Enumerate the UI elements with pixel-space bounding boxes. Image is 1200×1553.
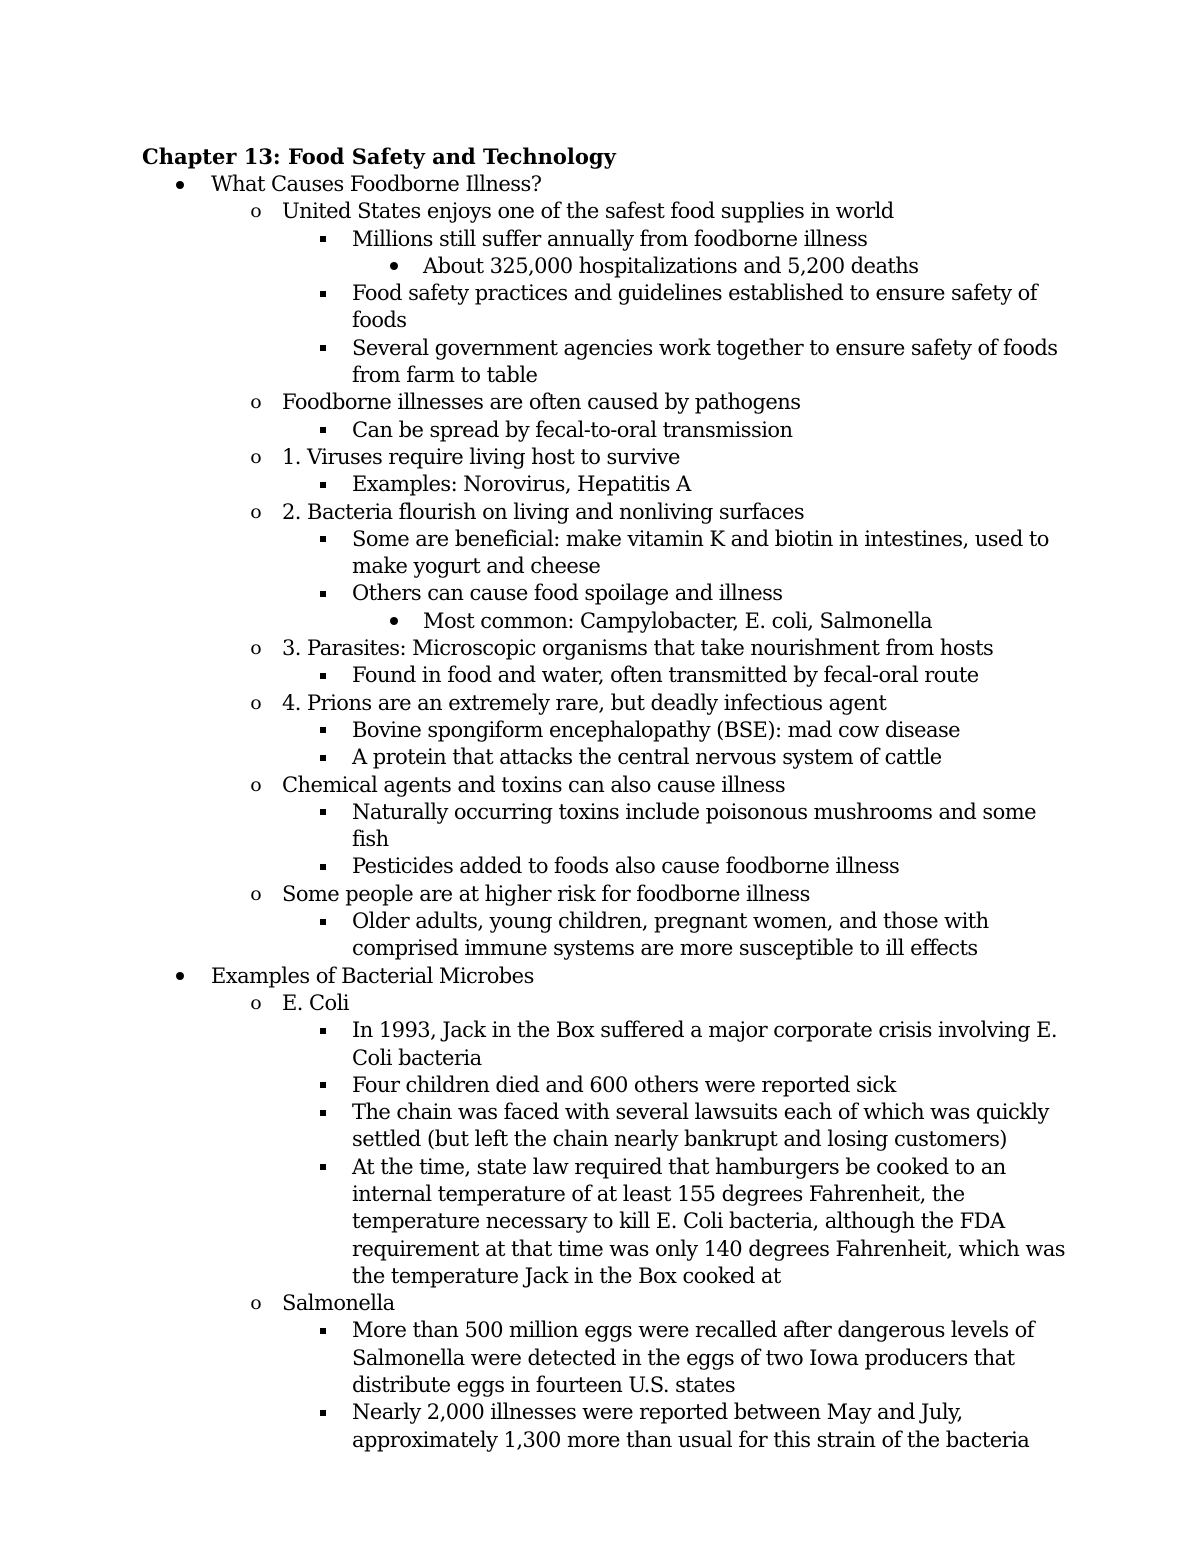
bullet-disc-icon (170, 171, 190, 198)
bullet-circle-icon: o (250, 200, 262, 223)
outline-item-text: Bovine spongiform encephalopathy (BSE): mad cow disease (352, 717, 961, 742)
outline-item (0, 799, 1068, 854)
outline-item-text: Chemical agents and toxins can also cause illness (282, 772, 786, 797)
bullet-disc-icon (170, 963, 190, 990)
outline-item (0, 635, 1062, 662)
outline-item-text: Found in food and water, often transmitted by fecal-oral route (352, 663, 979, 688)
outline-item-text: Nearly 2,000 illnesses were reported between May and July, approximately 1,300 more than usual for this strain of the bacteria (352, 1400, 1030, 1452)
bullet-square-icon (313, 471, 333, 498)
chapter-title: Chapter 13: Food Safety and Technology (142, 144, 616, 169)
outline-item (0, 908, 1068, 963)
outline-item-text: Four children died and 600 others were reported sick (352, 1072, 896, 1097)
outline-item-text: Foodborne illnesses are often caused by pathogens (282, 390, 801, 415)
bullet-square-icon (313, 1399, 333, 1426)
bullet-square-icon (313, 226, 333, 253)
bullet-disc-icon (384, 608, 404, 635)
outline-item-text: Pesticides added to foods also cause foodborne illness (352, 854, 900, 879)
outline-item-text: At the time, state law required that hamburgers be cooked to an internal temperature of at least 155 degrees Fahrenheit, the temperature necessary to kill E. Coli bacteria, although the FDA requirement at that time was only 140 degrees Fahrenheit, which was the temperature Jack in the Box cooked at (352, 1154, 1066, 1288)
bullet-square-icon (313, 417, 333, 444)
outline-item-text: Several government agencies work together to ensure safety of foods from farm to table (352, 335, 1058, 388)
outline-item-text: Millions still suffer annually from foodborne illness (352, 226, 868, 251)
outline-item (0, 1072, 1068, 1099)
outline-list (0, 171, 1200, 1454)
outline-item (0, 1017, 1068, 1072)
outline-item-text: Others can cause food spoilage and illness (352, 581, 783, 606)
outline-item-text: Naturally occurring toxins include poisonous mushrooms and some fish (352, 799, 1036, 852)
outline-item (0, 444, 1062, 471)
outline-item-text: 3. Parasites: Microscopic organisms that take nourishment from hosts (282, 636, 994, 661)
bullet-circle-icon: o (250, 1292, 262, 1315)
outline-item (0, 280, 1068, 335)
bullet-square-icon (313, 526, 333, 553)
outline-item-text: E. Coli (282, 990, 349, 1015)
outline-item (0, 198, 1062, 225)
outline-item (0, 417, 1068, 444)
outline-item-text: Food safety practices and guidelines established to ensure safety of foods (352, 281, 1037, 333)
outline-item (0, 226, 1068, 253)
outline-item (0, 772, 1062, 799)
outline-item-text: A protein that attacks the central nervous system of cattle (352, 745, 942, 770)
bullet-circle-icon: o (250, 691, 262, 714)
outline-item (0, 717, 1068, 744)
bullet-square-icon (313, 799, 333, 826)
outline-item-text: 2. Bacteria flourish on living and nonliving surfaces (282, 499, 805, 524)
bullet-square-icon (313, 662, 333, 689)
outline-item (0, 1154, 1068, 1290)
bullet-circle-icon: o (250, 882, 262, 905)
bullet-square-icon (313, 717, 333, 744)
bullet-square-icon (313, 335, 333, 362)
bullet-square-icon (313, 744, 333, 771)
bullet-square-icon (313, 1072, 333, 1099)
outline-item-text: 4. Prions are an extremely rare, but deadly infectious agent (282, 690, 887, 715)
bullet-circle-icon: o (250, 391, 262, 414)
outline-item-text: About 325,000 hospitalizations and 5,200 deaths (423, 253, 919, 278)
outline-item-text: Older adults, young children, pregnant women, and those with comprised immune systems are more susceptible to ill effects (352, 909, 989, 961)
outline-item-text: Examples: Norovirus, Hepatitis A (352, 472, 691, 497)
outline-item-text: The chain was faced with several lawsuits each of which was quickly settled (but left the chain nearly bankrupt and losing customers) (352, 1100, 1049, 1152)
outline-item (0, 608, 1063, 635)
outline-item (0, 389, 1062, 416)
outline-item (0, 526, 1068, 581)
bullet-circle-icon: o (250, 637, 262, 660)
bullet-square-icon (313, 1317, 333, 1344)
outline-item (0, 690, 1062, 717)
outline-item-text: Most common: Campylobacter, E. coli, Salmonella (423, 608, 933, 633)
bullet-square-icon (313, 580, 333, 607)
outline-item-text: Examples of Bacterial Microbes (211, 963, 534, 988)
outline-item-text: Some people are at higher risk for foodborne illness (282, 881, 810, 906)
outline-item-text: 1. Viruses require living host to survive (282, 444, 680, 469)
outline-item (0, 580, 1068, 607)
outline-item (0, 1399, 1068, 1454)
outline-item (0, 1317, 1068, 1399)
outline-item (0, 335, 1068, 390)
outline-item (0, 253, 1063, 280)
bullet-square-icon (313, 1154, 333, 1181)
outline-item-text: In 1993, Jack in the Box suffered a major corporate crisis involving E. Coli bacteria (352, 1018, 1058, 1070)
bullet-square-icon (313, 280, 333, 307)
outline-item (0, 471, 1068, 498)
outline-item (0, 662, 1068, 689)
bullet-square-icon (313, 1017, 333, 1044)
bullet-square-icon (313, 908, 333, 935)
outline-item (0, 881, 1062, 908)
bullet-circle-icon: o (250, 445, 262, 468)
bullet-circle-icon: o (250, 991, 262, 1014)
outline-item-text: Salmonella (282, 1291, 395, 1316)
outline-item (0, 744, 1068, 771)
bullet-circle-icon: o (250, 500, 262, 523)
outline-item (0, 1290, 1062, 1317)
outline-item-text: What Causes Foodborne Illness? (211, 172, 542, 196)
outline-item (0, 1099, 1068, 1154)
outline-item (0, 499, 1062, 526)
outline-item-text: More than 500 million eggs were recalled after dangerous levels of Salmonella were detected in the eggs of two Iowa producers that distribute eggs in fourteen U.S. states (352, 1318, 1034, 1398)
bullet-disc-icon (384, 253, 404, 280)
outline-item (0, 171, 1061, 198)
outline-item (0, 990, 1062, 1017)
outline-item-text: Can be spread by fecal-to-oral transmission (352, 417, 793, 442)
outline-item (0, 853, 1068, 880)
bullet-square-icon (313, 853, 333, 880)
outline-item-text: United States enjoys one of the safest food supplies in world (282, 199, 894, 224)
bullet-square-icon (313, 1099, 333, 1126)
outline-item-text: Some are beneficial: make vitamin K and biotin in intestines, used to make yogurt and cheese (352, 526, 1049, 579)
outline-item (0, 963, 1061, 990)
bullet-circle-icon: o (250, 773, 262, 796)
